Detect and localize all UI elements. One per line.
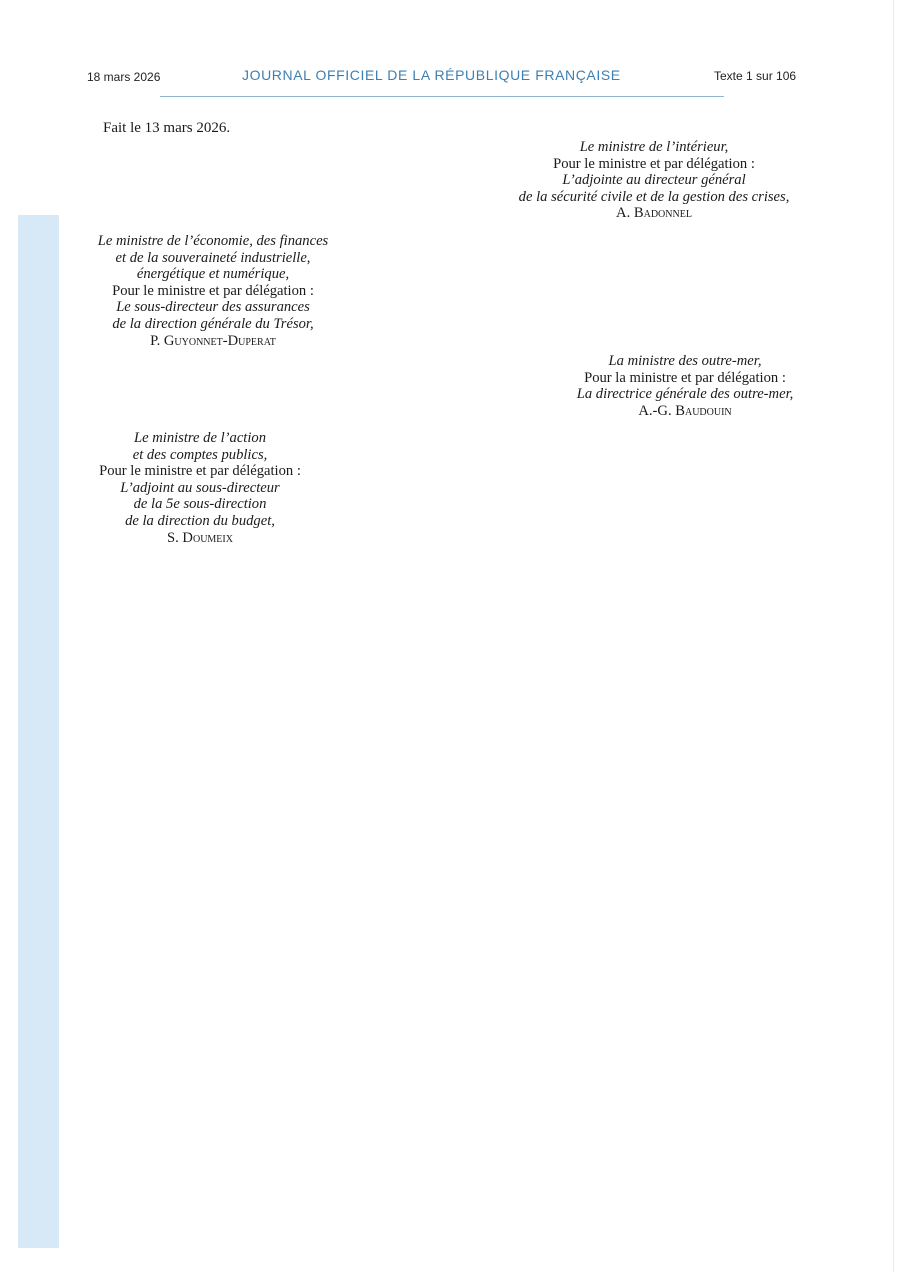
date-signed: Fait le 13 mars 2026. (103, 120, 231, 136)
page-edge (893, 0, 894, 1272)
signatory-role: de la 5e sous-direction (133, 496, 267, 513)
minister-title: et de la souveraineté industrielle, (115, 249, 311, 266)
header-divider (160, 96, 724, 97)
delegation-line: Pour le ministre et par délégation : (99, 463, 301, 480)
signature-block-economie (74, 233, 352, 349)
signatory-role: L’adjoint au sous-directeur (120, 479, 280, 496)
signatory-name: A.-G. Baudouin (638, 402, 732, 419)
minister-title: Le ministre de l’économie, des finances (97, 233, 329, 249)
minister-title: énergétique et numérique, (136, 266, 290, 283)
signatory-role: Le sous-directeur des assurances (116, 299, 310, 316)
signature-block-outre-mer (552, 353, 818, 419)
signatory-role: L’adjointe au directeur général (562, 172, 746, 189)
signatory-role: de la direction générale du Trésor, (112, 315, 314, 332)
delegation-line: Pour le ministre et par délégation : (112, 282, 314, 299)
header-date: 18 mars 2026 (87, 70, 161, 84)
signatory-role: de la sécurité civile et de la gestion des crises, (518, 188, 790, 205)
signature-block-interieur (498, 139, 810, 222)
delegation-line: Pour la ministre et par délégation : (584, 369, 786, 386)
signatory-role: de la direction du budget, (125, 512, 275, 529)
delegation-line: Pour le ministre et par délégation : (553, 155, 755, 172)
minister-title: La ministre des outre-mer, (608, 353, 762, 369)
minister-title: Le ministre de l’intérieur, (579, 139, 729, 155)
minister-title: Le ministre de l’action (134, 430, 266, 446)
signatory-role: La directrice générale des outre-mer, (576, 386, 794, 403)
margin-band (18, 215, 59, 1248)
text-number: Texte 1 sur 106 (714, 69, 797, 83)
signature-block-comptes-publics (76, 430, 324, 546)
signatory-name: P. Guyonnet-Duperat (150, 332, 276, 349)
signatory-name: A. Badonnel (616, 205, 692, 222)
minister-title: et des comptes publics, (132, 446, 268, 463)
signatory-name: S. Doumeix (167, 529, 233, 546)
journal-title: JOURNAL OFFICIEL DE LA RÉPUBLIQUE FRANÇAISE (242, 67, 621, 83)
